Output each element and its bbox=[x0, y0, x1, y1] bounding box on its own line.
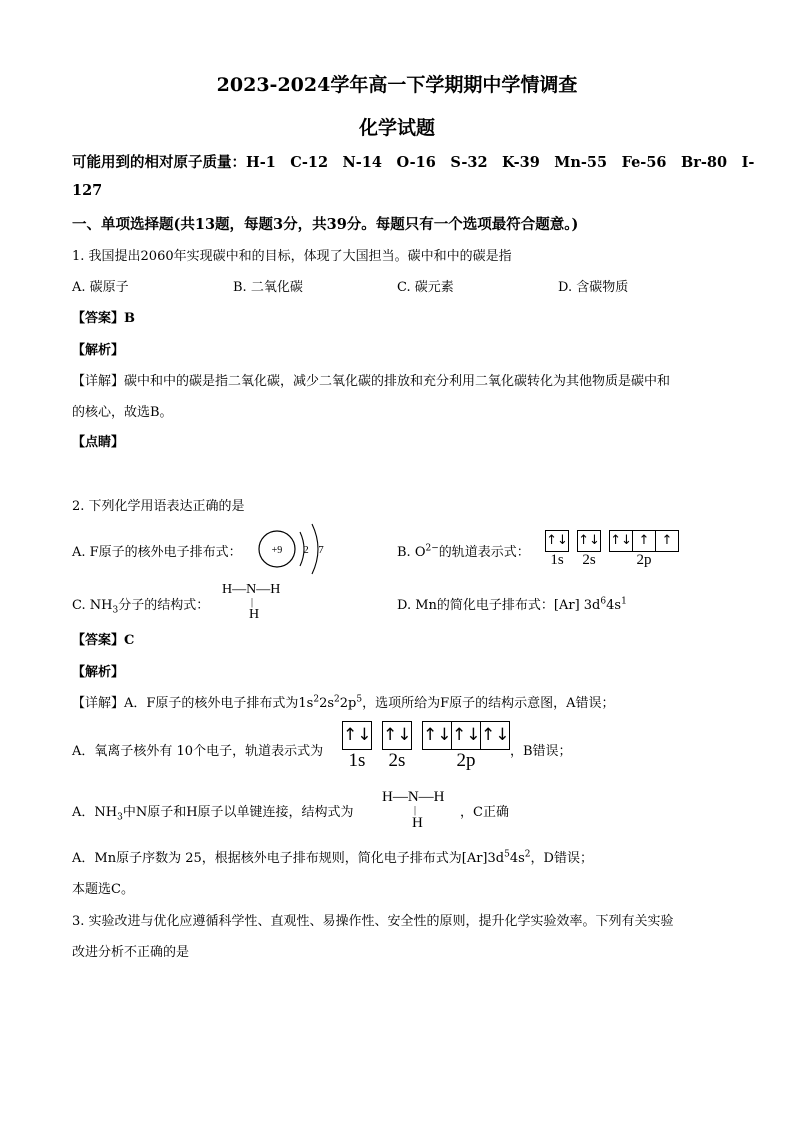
orbital-1s-answer: ↑↓ 1s bbox=[342, 721, 372, 772]
orbital-2s-answer: ↑↓ 2s bbox=[382, 721, 412, 772]
section-heading: 一、单项选择题(共13题，每题3分，共39分。每题只有一个选项最符合题意。) bbox=[72, 216, 579, 233]
q2-option-a: A. F原子的核外电子排布式： bbox=[72, 545, 242, 560]
q1-stem: 1. 我国提出2060年实现碳中和的目标，体现了大国担当。碳中和中的碳是指 bbox=[72, 249, 512, 264]
q2-option-c: C. $NH_3$分子的结构式： bbox=[72, 598, 210, 616]
oxide-ion-orbital-diagram bbox=[545, 530, 687, 569]
q1-detail-line1: 【详解】碳中和中的碳是指二氧化碳，减少二氧化碳的排放和充分利用二氧化碳转化为其他物质是碳中和 bbox=[72, 374, 671, 389]
q2-answer: 【答案】C bbox=[72, 633, 135, 648]
q2-detail-d: A．Mn原子序数为 25，根据核外电子排布规则，简化电子排布式为$[Ar]3d^54s^2$，D错误； bbox=[72, 849, 593, 866]
fluorine-atom-diagram bbox=[250, 520, 340, 578]
page-subtitle: 化学试题 bbox=[358, 117, 435, 139]
q2-detail-b-pre: A．氧离子核外有 10个电子，轨道表示式为 bbox=[72, 744, 324, 759]
q1-option-a: A. 碳原子 bbox=[72, 280, 129, 295]
ammonia-structural-formula: H—N—H | H bbox=[222, 582, 281, 622]
oxide-ion-orbital-diagram-answer bbox=[342, 721, 510, 772]
q2-option-b: B. $O^{2-}$的轨道表示式： bbox=[397, 543, 530, 560]
q3-stem-line2: 改进分析不正确的是 bbox=[72, 945, 190, 960]
atom-nucleus-label: +9 bbox=[271, 545, 283, 556]
q1-option-c: C. 碳元素 bbox=[397, 280, 454, 295]
q1-comment-label: 【点睛】 bbox=[72, 435, 125, 450]
q3-stem-line1: 3. 实验改进与优化应遵循科学性、直观性、易操作性、安全性的原则，提升化学实验效率。下列有关实验 bbox=[72, 914, 674, 929]
ammonia-structural-formula-answer: H—N—H | H bbox=[382, 789, 445, 831]
q1-option-b: B. 二氧化碳 bbox=[233, 280, 303, 295]
atomic-masses-line2: 127 bbox=[72, 182, 103, 199]
q2-analysis-label: 【解析】 bbox=[72, 665, 125, 680]
atomic-masses-line1: 可能用到的相对原子质量：H-1 C-12 N-14 O-16 S-32 K-39 Mn-55 Fe-56 Br-80 I- bbox=[72, 154, 755, 171]
q2-detail-c-post: ，C正确 bbox=[460, 805, 509, 820]
page-title: 2023-2024学年高一下学期期中学情调查 bbox=[216, 74, 578, 96]
atom-shell1-count: 2 bbox=[303, 544, 309, 556]
q2-detail-b-post: ，B错误； bbox=[510, 744, 572, 759]
q2-detail-c-pre: A．$NH_3$中N原子和H原子以单键连接，结构式为 bbox=[72, 805, 354, 823]
orbital-1s: ↑↓ 1s bbox=[545, 530, 569, 569]
q1-detail-line2: 的核心，故选B。 bbox=[72, 405, 173, 420]
q1-answer: 【答案】B bbox=[72, 311, 135, 326]
q2-option-d: D. Mn的简化电子排布式：[Ar] $3d^64s^1$ bbox=[397, 596, 627, 613]
q1-analysis-label: 【解析】 bbox=[72, 343, 125, 358]
q1-option-d: D. 含碳物质 bbox=[558, 280, 629, 295]
q2-stem: 2. 下列化学用语表达正确的是 bbox=[72, 499, 245, 514]
q2-conclusion: 本题选C。 bbox=[72, 882, 134, 897]
q2-detail-a: 【详解】A．F原子的核外电子排布式为$1s^22s^22p^5$，选项所给为F原子的结构示意图，A错误； bbox=[72, 694, 615, 711]
atom-shell2-count: 7 bbox=[318, 544, 324, 556]
orbital-2p: ↑↓ ↑ ↑ 2p bbox=[609, 530, 679, 569]
orbital-2p-answer: ↑↓ ↑↓ ↑↓ 2p bbox=[422, 721, 510, 772]
orbital-2s: ↑↓ 2s bbox=[577, 530, 601, 569]
